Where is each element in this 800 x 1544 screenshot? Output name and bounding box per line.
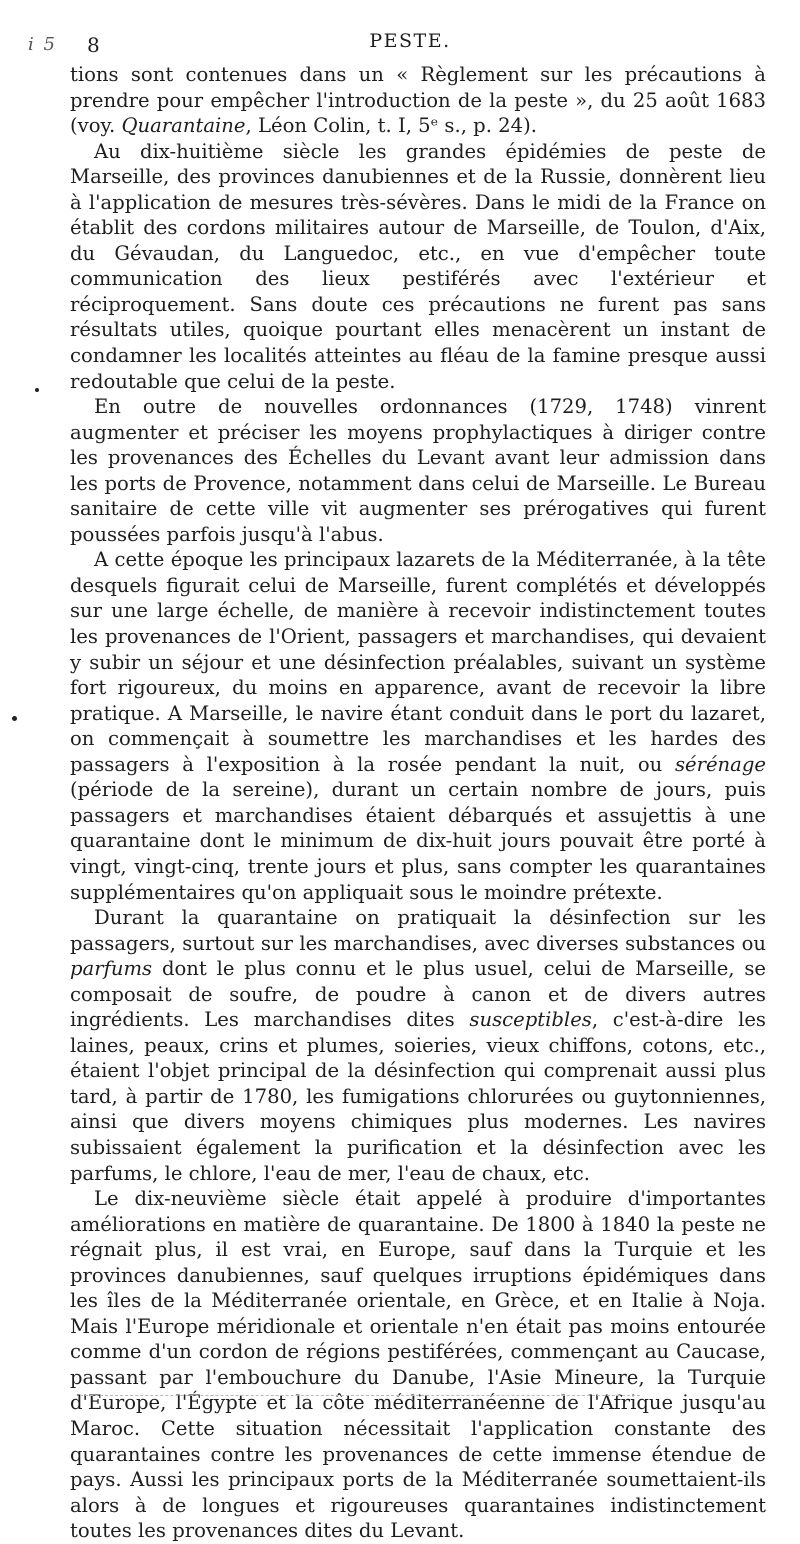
margin-annotation: i 5 [28, 34, 57, 55]
page-number: 8 [87, 33, 100, 57]
paragraph: Au dix-huitième siècle les grandes épidémies de peste de Marseille, des provinces danubiennes et de la Russie, donnèrent lieu à l'application de mesures très-sévères. Dans le midi de la France on établit des cordons militaires autour de Marseille, de Toulon, d'Aix, du Gévaudan, du Languedoc, etc., en vue d'empêcher toute communication des lieux pestiférés avec l'extérieur et réciproquement. Sans doute ces précautions ne furent pas sans résultats utiles, quoique pourtant elles menacèrent un instant de condamner les localités atteintes au fléau de la famine presque aussi redoutable que celui de la peste. [70, 139, 766, 393]
italic-term-parfums: parfums [70, 957, 153, 981]
text-run: A cette époque les principaux lazarets de la Méditerranée, à la tête desquels figurait celui de Marseille, furent complétés et développés sur une large échelle, de manière à recevoir indistinctement toutes les provenances de l'Orient, passagers et marchandises, qui devaient y subir un séjour et une désinfection préalables, suivant un système fort rigoureux, du moins en apparence, avant de recevoir la libre pratique. A Marseille, le navire étant conduit dans le port du lazaret, on commençait à soumettre les marchandises et les hardes des passagers à l'exposition à la rosée pendant la nuit, ou [70, 548, 766, 776]
paragraph [70, 547, 766, 905]
text-run: , c'est-à-dire les laines, peaux, crins et plumes, soieries, vieux chiffons, cotons, etc., étaient l'objet principal de la désinfection qui comprenait aussi plus tard, à partir de 1780, les fumigations chlorurées ou guytonniennes, ainsi que divers moyens chimiques plus modernes. Les navires subissaient également la purification et la désinfection avec les parfums, le chlore, l'eau de mer, l'eau de chaux, etc. [70, 1008, 766, 1185]
text-run: (période de la sereine), durant un certain nombre de jours, puis passagers et marchandises étaient débarqués et assujettis à une quarantaine dont le minimum de dix-huit jours pouvait être porté à vingt, vingt-cinq, trente jours et plus, sans compter les quarantaines supplémentaires qu'on appliquait sous le moindre prétexte. [70, 778, 766, 904]
margin-speck [12, 716, 17, 721]
paragraph-continuation [70, 62, 766, 139]
running-title: PESTE. [369, 30, 451, 52]
italic-term-quarantaine: Quarantaine [121, 114, 246, 138]
text-run: Durant la quarantaine on pratiquait la désinfection sur les passagers, surtout sur les marchandises, avec diverses substances ou [70, 906, 766, 955]
text-run: tions sont contenues dans un « Règlement sur les précautions à prendre pour empêcher l'introduction de la peste », du 25 août 1683 (voy. [70, 63, 766, 138]
text-run: , Léon Colin, t. I, 5ᵉ s., p. 24). [245, 114, 537, 138]
footer-rule [80, 1395, 640, 1396]
italic-term-serenage: sérénage [674, 752, 766, 776]
margin-speck [35, 388, 39, 392]
paragraph [70, 905, 766, 1186]
paragraph: En outre de nouvelles ordonnances (1729, 1748) vinrent augmenter et préciser les moyens prophylactiques à diriger contre les provenances des Échelles du Levant avant leur admission dans les ports de Provence, notamment dans celui de Marseille. Le Bureau sanitaire de cette ville vit augmenter ses prérogatives qui furent poussées parfois jusqu'à l'abus. [70, 395, 766, 546]
paragraph: Le dix-neuvième siècle était appelé à produire d'importantes améliorations en matière de quarantaine. De 1800 à 1840 la peste ne régnait plus, il est vrai, en Europe, sauf dans la Turquie et les provinces danubiennes, sauf quelques irruptions épidémiques dans les îles de la Méditerranée orientale, en Grèce, et en Italie à Noja. Mais l'Europe méridionale et orientale n'en était pas moins entourée comme d'un cordon de régions pestiférées, commençant au Caucase, passant par l'embouchure du Danube, l'Asie Mineure, la Turquie d'Europe, l'Égypte et la côte méditerranéenne de l'Afrique jusqu'au Maroc. Cette situation nécessitait l'application constante des quarantaines contre les provenances de cette immense étendue de pays. Aussi les principaux ports de la Méditerranée soumettaient-ils alors à de longues et rigoureuses quarantaines indistinctement toutes les provenances dites du Levant. [70, 1187, 766, 1543]
text-run: dont le plus connu et le plus usuel, celui de Marseille, se composait de soufre, de poudre à canon et de divers autres ingrédients. Les marchandises dites [70, 957, 766, 1032]
body-text [70, 62, 766, 1544]
italic-term-susceptibles: susceptibles [469, 1008, 592, 1032]
